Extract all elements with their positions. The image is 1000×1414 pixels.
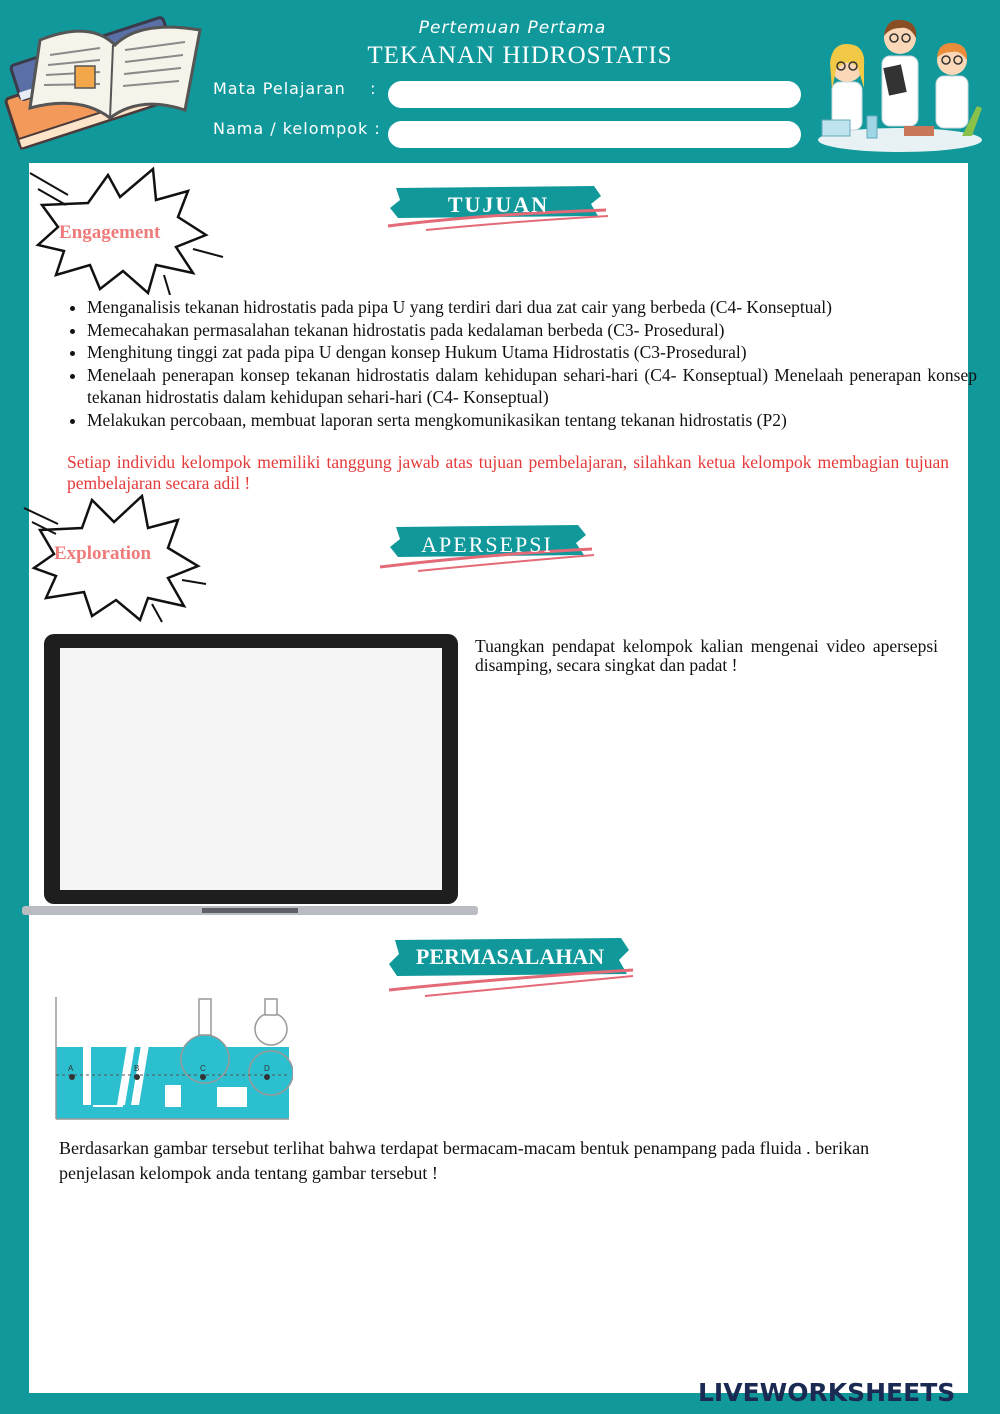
responsibility-notice: Setiap individu kelompok memiliki tanggung jawab atas tujuan pembelajaran, silahkan ketua kelompok membagian tujuan pembelajaran secara adil ! xyxy=(67,452,949,493)
vessel-label-a: A xyxy=(68,1064,74,1073)
objective-item: • Memecahakan permasalahan tekanan hidrostatis pada kedalaman berbeda (C3- Prosedural) xyxy=(87,319,977,342)
subject-label: Mata Pelajaran : xyxy=(213,79,377,98)
scientists-icon xyxy=(812,8,987,156)
permasalahan-title: PERMASALAHAN xyxy=(415,944,605,969)
problem-instruction: Berdasarkan gambar tersebut terlihat bahwa terdapat bermacam-macam bentuk penampang pada fluida . berikan penjelasan kelompok anda tentang gambar tersebut ! xyxy=(59,1138,870,1183)
meeting-subtitle: Pertemuan Pertama xyxy=(418,18,607,38)
apersepsi-title: APERSEPSI xyxy=(421,532,553,557)
objective-item: • Menelaah penerapan konsep tekanan hidrostatis dalam kehidupan sehari-hari (C4- Konseptual) Menelaah penerapan konsep tekanan hidrostatis dalam kehidupan sehari-hari (C4- Konseptual) xyxy=(87,364,977,409)
group-name-input[interactable] xyxy=(388,121,801,148)
vessel-label-b: B xyxy=(134,1064,140,1073)
vessels-diagram xyxy=(53,997,293,1125)
objective-item: • Menganalisis tekanan hidrostatis pada pipa U yang terdiri dari dua zat cair yang berbeda (C4- Konseptual) xyxy=(87,296,977,319)
video-player[interactable] xyxy=(60,648,442,890)
page-title: TEKANAN HIDROSTATIS xyxy=(367,42,673,69)
apersepsi-instruction: Tuangkan pendapat kelompok kalian mengenai video apersepsi disamping, secara singkat dan padat ! xyxy=(475,636,938,675)
objective-item: • Melakukan percobaan, membuat laporan serta mengkomunikasikan tentang tekanan hidrostatis (P2) xyxy=(87,409,977,432)
tujuan-banner xyxy=(386,184,611,232)
group-name-label: Nama / kelompok : xyxy=(213,119,381,138)
engagement-label: Engagement xyxy=(59,222,161,243)
vessel-label-c: C xyxy=(200,1064,206,1073)
exploration-label: Exploration xyxy=(54,543,152,564)
tujuan-title: TUJUAN xyxy=(447,192,550,217)
books-icon xyxy=(0,0,215,162)
objective-item: • Menghitung tinggi zat pada pipa U dengan konsep Hukum Utama Hidrostatis (C3-Prosedural) xyxy=(87,341,977,364)
watermark-logo: LIVEWORKSHEETS xyxy=(698,1378,956,1407)
vessel-label-d: D xyxy=(264,1064,270,1073)
permasalahan-banner xyxy=(385,936,635,998)
objectives-list xyxy=(60,296,977,431)
subject-input[interactable] xyxy=(388,81,801,108)
apersepsi-banner xyxy=(378,523,596,573)
